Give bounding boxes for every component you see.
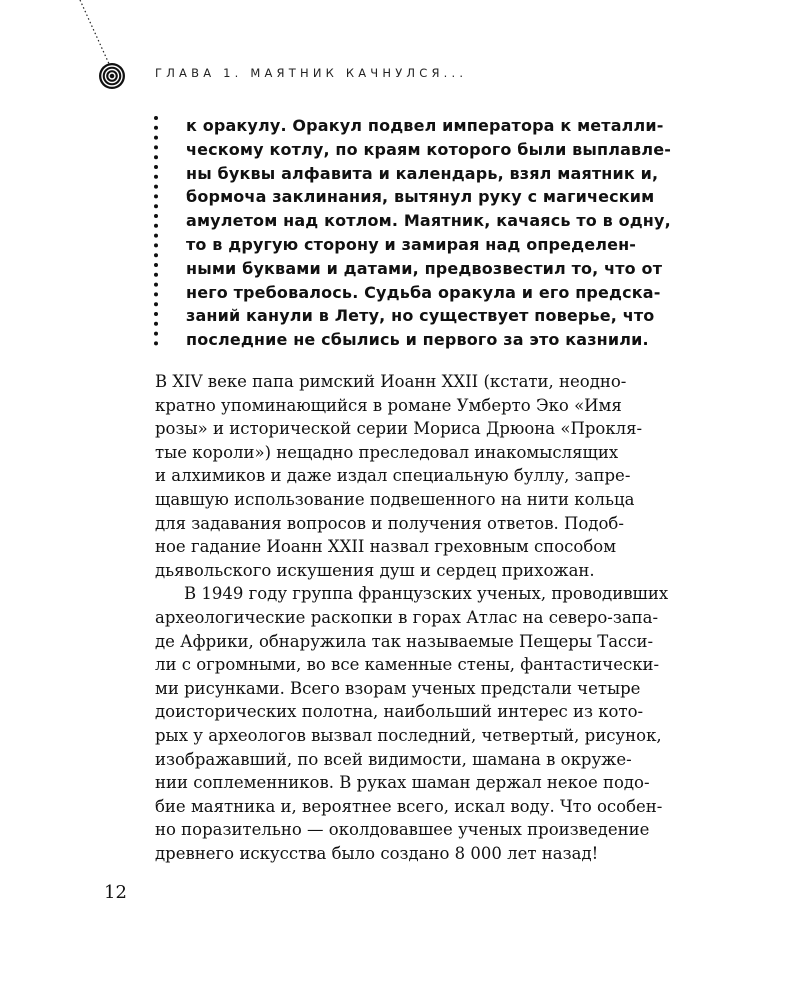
quote-line: него требовалось. Судьба оракула и его предска- xyxy=(186,282,661,302)
text-line: но поразительно — околдовавшее ученых произведение xyxy=(155,820,650,840)
quote-dot xyxy=(154,243,158,247)
quote-dot xyxy=(154,332,158,336)
page-number: 12 xyxy=(104,882,127,903)
text-line: изображавший, по всей видимости, шамана в окруже- xyxy=(155,749,632,769)
quote-dot xyxy=(154,322,158,326)
quote-dot xyxy=(154,273,158,277)
text-line: ное гадание Иоанн XXII назвал греховным способом xyxy=(155,537,617,557)
text-line: и алхимиков и даже издал специальную буллу, запре- xyxy=(155,466,631,486)
quote-line: ны буквы алфавита и календарь, взял маятник и, xyxy=(186,163,659,183)
quote-line: заний канули в Лету, но существует поверье, что xyxy=(186,306,655,326)
text-line: ми рисунками. Всего взорам ученых предстали четыре xyxy=(155,678,641,698)
text-line: тые короли») нещадно преследовал инакомыслящих xyxy=(155,442,619,462)
paragraph-1 xyxy=(155,370,715,582)
quote-line: бормоча заклинания, вытянул руку с магическим xyxy=(186,187,655,207)
text-line: кратно упоминающийся в романе Умберто Эко «Имя xyxy=(155,395,622,415)
quote-line: последние не сбылись и первого за это казнили. xyxy=(186,330,649,350)
quote-dot xyxy=(154,194,158,198)
quote-dot xyxy=(154,234,158,238)
quote-dot xyxy=(154,116,158,120)
text-line: В 1949 году группа французских ученых, проводивших xyxy=(184,584,669,604)
quote-line: к оракулу. Оракул подвел императора к металли- xyxy=(186,116,664,135)
quote-dot xyxy=(154,312,158,316)
text-line: доисторических полотна, наибольший интерес из кото- xyxy=(155,702,644,722)
quote-line: ческому котлу, по краям которого были выплавле- xyxy=(186,139,671,159)
paragraph-2 xyxy=(155,582,715,865)
text-line: розы» и исторической серии Мориса Дрюона «Прокля- xyxy=(155,419,643,439)
text-line: нии соплеменников. В руках шаман держал некое подо- xyxy=(155,773,650,793)
text-line: древнего искусства было создано 8 000 лет назад! xyxy=(155,843,599,863)
quote-dot xyxy=(154,145,158,149)
text-line: де Африки, обнаружила так называемые Пещеры Тасси- xyxy=(155,631,654,651)
quote-line: ными буквами и датами, предвозвестил то, что от xyxy=(186,258,663,278)
quote-dot xyxy=(154,214,158,218)
quote-dot xyxy=(154,126,158,130)
pendulum-spiral-icon xyxy=(98,62,126,90)
quote-dot xyxy=(154,175,158,179)
quote-line: амулетом над котлом. Маятник, качаясь то в одну, xyxy=(186,211,671,231)
quote-block xyxy=(186,114,706,352)
quote-dot xyxy=(154,165,158,169)
quote-dot xyxy=(154,341,158,345)
quote-dot xyxy=(154,302,158,306)
quote-dot xyxy=(154,253,158,257)
text-line: археологические раскопки в горах Атлас на северо-запа- xyxy=(155,607,659,627)
text-line: рых у археологов вызвал последний, четвертый, рисунок, xyxy=(155,725,662,745)
text-line: В XIV веке папа римский Иоанн XXII (кстати, неодно- xyxy=(155,372,627,391)
quote-dot xyxy=(154,263,158,267)
quote-dot xyxy=(154,292,158,296)
text-line: бие маятника и, вероятнее всего, искал воду. Что особен- xyxy=(155,796,663,816)
quote-dot xyxy=(154,224,158,228)
text-line: щавшую использование подвешенного на нити кольца xyxy=(155,489,635,509)
text-line: ли с огромными, во все каменные стены, фантастически- xyxy=(155,655,660,675)
quote-dot xyxy=(154,283,158,287)
text-line: для задавания вопросов и получения ответов. Подоб- xyxy=(155,513,624,533)
quote-line: то в другую сторону и замирая над определен- xyxy=(186,234,637,254)
quote-dot xyxy=(154,155,158,159)
quote-dot xyxy=(154,204,158,208)
chapter-header: ГЛАВА 1. МАЯТНИК КАЧНУЛСЯ... xyxy=(155,66,468,80)
quote-dotted-border xyxy=(150,114,162,350)
text-line: дьявольского искушения душ и сердец прихожан. xyxy=(155,560,595,580)
body-text xyxy=(155,370,715,865)
quote-dot xyxy=(154,136,158,140)
quote-dot xyxy=(154,185,158,189)
